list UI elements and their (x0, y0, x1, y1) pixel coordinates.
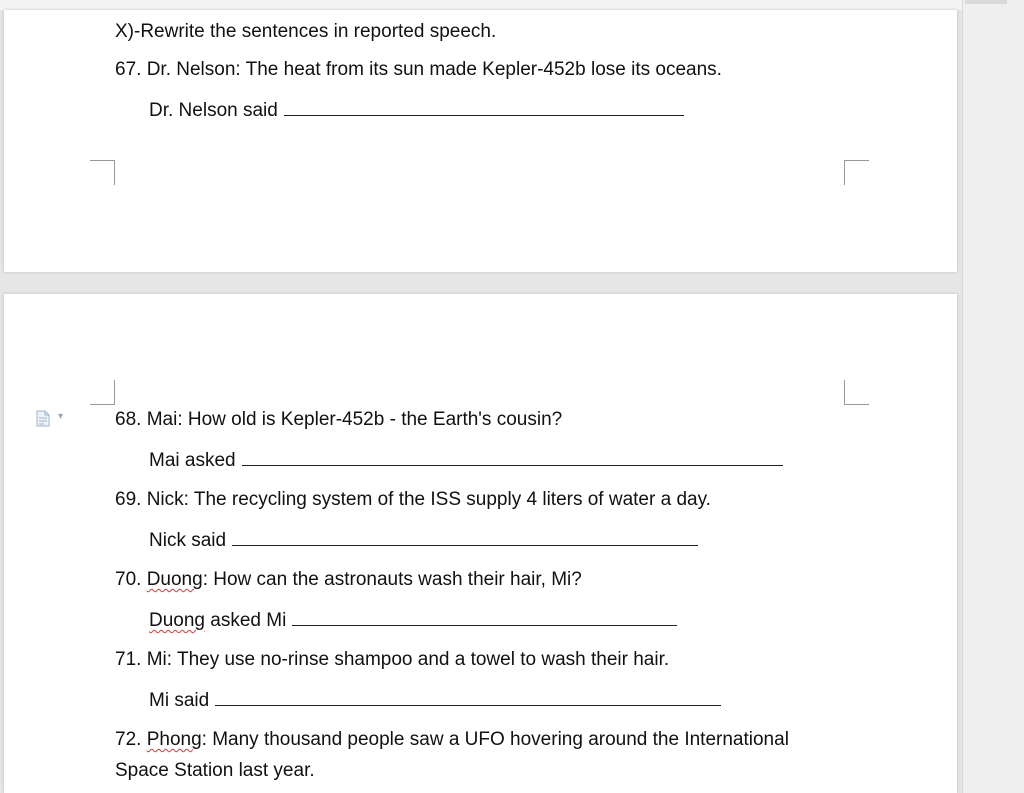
document-page-1 (4, 10, 957, 272)
top-strip (0, 0, 1024, 10)
question-number: 68. (115, 409, 142, 430)
question-text: Mi: They use no-rinse shampoo and a towel to wash their hair. (146, 649, 670, 670)
answer-70 (149, 608, 677, 633)
answer-lead: Mai asked (149, 450, 236, 471)
answer-blank[interactable] (242, 448, 783, 466)
answer-69 (149, 528, 698, 553)
crop-mark-top-right (844, 380, 869, 405)
answer-lead: Mi said (149, 690, 210, 711)
answer-lead: Nick said (149, 530, 227, 551)
question-number: 70. (115, 569, 142, 590)
answer-68 (149, 448, 783, 473)
answer-blank[interactable] (284, 98, 684, 116)
chevron-down-icon[interactable]: ▾ (58, 411, 64, 422)
answer-blank[interactable] (292, 608, 677, 626)
question-text: : Many thousand people saw a UFO hovering around the International (201, 729, 789, 750)
document-options-icon[interactable] (36, 410, 50, 427)
question-number: 67. (115, 59, 142, 80)
question-67 (115, 58, 722, 82)
question-text: Mai: How old is Kepler-452b - the Earth's cousin? (146, 409, 563, 430)
speaker-name: Phong (146, 729, 202, 750)
question-text: : How can the astronauts wash their hair, Mi? (202, 569, 582, 590)
answer-blank[interactable] (232, 528, 698, 546)
right-panel-tab[interactable] (965, 0, 1007, 4)
crop-mark-bottom-right (844, 160, 869, 185)
answer-71 (149, 688, 721, 713)
crop-mark-bottom-left (90, 160, 115, 185)
question-number: 72. (115, 729, 142, 750)
section-heading (115, 20, 496, 44)
question-68 (115, 408, 562, 432)
question-number: 71. (115, 649, 142, 670)
answer-67 (149, 98, 684, 123)
question-number: 69. (115, 489, 142, 510)
speaker-name: Duong (146, 569, 203, 590)
question-text: Nick: The recycling system of the ISS supply 4 liters of water a day. (146, 489, 711, 510)
crop-mark-top-left (90, 380, 115, 405)
document-page-2 (4, 294, 957, 793)
right-side-panel (962, 0, 1024, 793)
heading-text: X)-Rewrite the sentences in reported speech. (115, 21, 497, 42)
question-71 (115, 648, 669, 672)
speaker-name: Duong (149, 610, 205, 631)
question-70 (115, 568, 582, 592)
question-72 (115, 728, 789, 752)
answer-blank[interactable] (215, 688, 721, 706)
answer-lead: asked Mi (205, 610, 287, 631)
question-text-continuation: Space Station last year. (115, 760, 315, 781)
answer-lead: Dr. Nelson said (149, 100, 278, 121)
question-69 (115, 488, 711, 512)
question-72-continuation (115, 759, 315, 783)
question-text: Dr. Nelson: The heat from its sun made Kepler-452b lose its oceans. (146, 59, 722, 80)
